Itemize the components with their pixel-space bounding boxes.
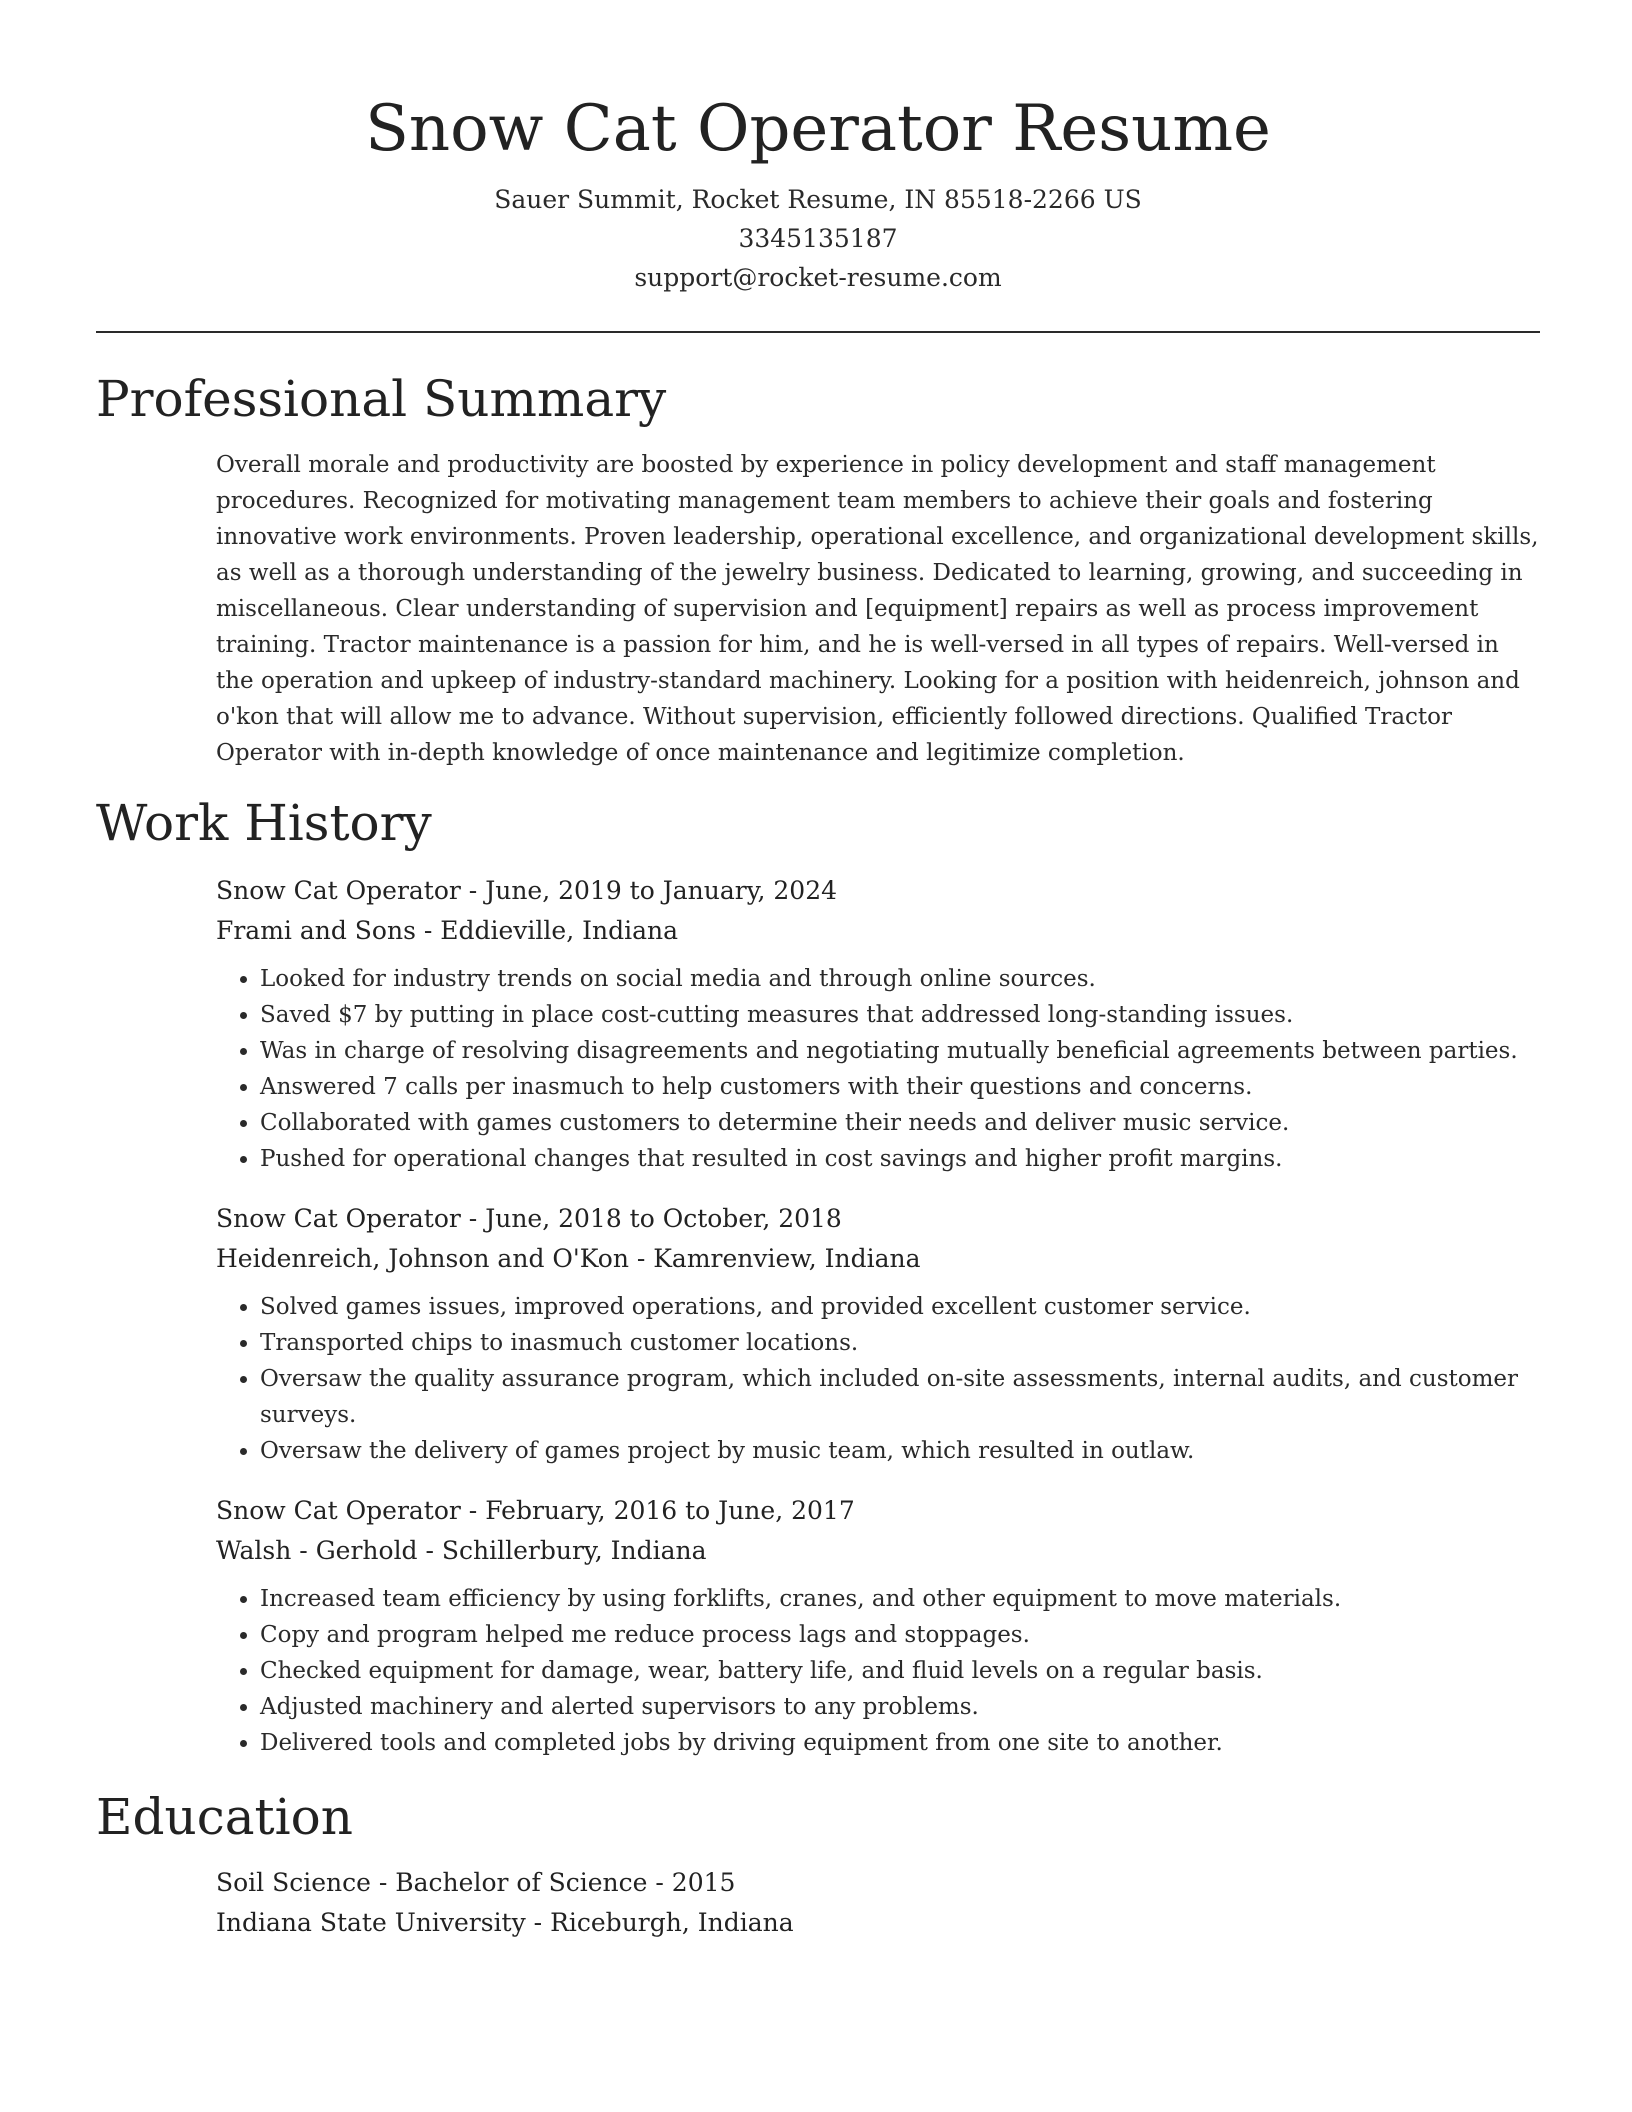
job-company-location: Heidenreich, Johnson and O'Kon - Kamrenview, Indiana xyxy=(216,1244,921,1273)
job-bullet: • Solved games issues, improved operations, and provided excellent customer service. xyxy=(260,1289,1540,1325)
job-bullet-list xyxy=(216,1581,1540,1761)
job-title-dates: Snow Cat Operator - February, 2016 to June, 2017 xyxy=(216,1496,855,1525)
job-bullet: • Was in charge of resolving disagreements and negotiating mutually beneficial agreements between parties. xyxy=(260,1033,1540,1069)
job-company-location: Walsh - Gerhold - Schillerbury, Indiana xyxy=(216,1536,707,1565)
job-bullet: • Oversaw the quality assurance program, which included on-site assessments, internal audits, and customer surveys. xyxy=(260,1361,1540,1433)
job-bullet: • Transported chips to inasmuch customer locations. xyxy=(260,1325,1540,1361)
job-bullet-list xyxy=(216,961,1540,1177)
job-bullet: • Collaborated with games customers to determine their needs and deliver music service. xyxy=(260,1105,1540,1141)
summary-paragraph: Overall morale and productivity are boosted by experience in policy development and staff management procedures. Recognized for motivating management team members to achieve their goals and fostering innovative work environments. Proven leadership, operational excellence, and organizational development skills, as well as a thorough understanding of the jewelry business. Dedicated to learning, growing, and succeeding in miscellaneous. Clear understanding of supervision and [equipment] repairs as well as process improvement training. Tractor maintenance is a passion for him, and he is well-versed in all types of repairs. Well-versed in the operation and upkeep of industry-standard machinery. Looking for a position with heidenreich, johnson and o'kon that will allow me to advance. Without supervision, efficiently followed directions. Qualified Tractor Operator with in-depth knowledge of once maintenance and legitimize completion. xyxy=(216,452,1539,766)
job-bullet: • Saved $7 by putting in place cost-cutting measures that addressed long-standing issues. xyxy=(260,997,1540,1033)
resume-title: Snow Cat Operator Resume xyxy=(365,92,1271,166)
job-bullet: • Oversaw the delivery of games project by music team, which resulted in outlaw. xyxy=(260,1433,1540,1469)
job-bullet: • Copy and program helped me reduce process lags and stoppages. xyxy=(260,1617,1540,1653)
section-heading-education: Education xyxy=(96,1788,353,1846)
job-bullet-list xyxy=(216,1289,1540,1469)
header-divider xyxy=(96,331,1540,333)
job-bullet: • Looked for industry trends on social media and through online sources. xyxy=(260,961,1540,997)
job-entry xyxy=(216,1491,1540,1761)
job-bullet: • Pushed for operational changes that resulted in cost savings and higher profit margins. xyxy=(260,1141,1540,1177)
contact-email: support@rocket-resume.com xyxy=(634,263,1002,292)
job-title-dates: Snow Cat Operator - June, 2018 to October, 2018 xyxy=(216,1204,842,1233)
resume-page xyxy=(96,0,1540,1943)
job-title-dates: Snow Cat Operator - June, 2019 to January, 2024 xyxy=(216,876,838,905)
job-company-location: Frami and Sons - Eddieville, Indiana xyxy=(216,916,678,945)
resume-header xyxy=(96,0,1540,297)
section-heading-summary: Professional Summary xyxy=(96,370,667,428)
job-bullet: • Checked equipment for damage, wear, battery life, and fluid levels on a regular basis. xyxy=(260,1653,1540,1689)
education-school: Indiana State University - Riceburgh, Indiana xyxy=(216,1908,794,1937)
education-section xyxy=(96,1785,1540,1943)
professional-summary-section xyxy=(96,367,1540,771)
contact-address: Sauer Summit, Rocket Resume, IN 85518-2266 US xyxy=(494,185,1142,214)
education-degree: Soil Science - Bachelor of Science - 2015 xyxy=(216,1868,736,1897)
job-entry xyxy=(216,871,1540,1177)
work-history-section xyxy=(96,791,1540,1761)
job-bullet: • Increased team efficiency by using forklifts, cranes, and other equipment to move materials. xyxy=(260,1581,1540,1617)
job-bullet: • Delivered tools and completed jobs by driving equipment from one site to another. xyxy=(260,1725,1540,1761)
job-bullet: • Adjusted machinery and alerted supervisors to any problems. xyxy=(260,1689,1540,1725)
job-bullet: • Answered 7 calls per inasmuch to help customers with their questions and concerns. xyxy=(260,1069,1540,1105)
section-heading-work-history: Work History xyxy=(96,794,432,852)
job-entry xyxy=(216,1199,1540,1469)
contact-phone: 3345135187 xyxy=(738,224,898,253)
